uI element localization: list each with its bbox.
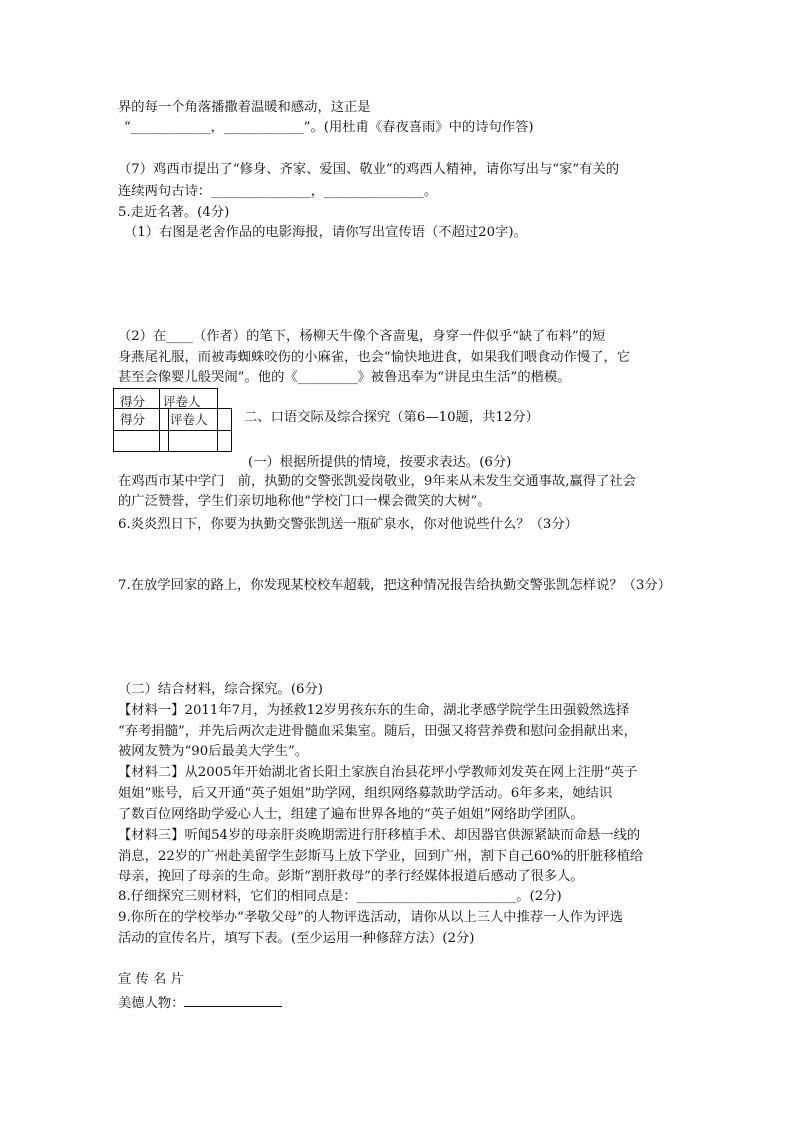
part2-heading: （二）结合材料，综合探究。(6分) — [118, 682, 323, 697]
q7-answer-line: 连续两句古诗：_______________，_______________。 — [118, 184, 438, 199]
grader-label-top: 评卷人 — [163, 394, 201, 409]
score-box — [113, 388, 233, 452]
q5-title: 5.走近名著。(4分) — [118, 205, 230, 220]
question-9-line2: 活动的宣传名片，填写下表。(至少运用一种修辞方法）(2分) — [118, 931, 475, 946]
material1-line1: 【材料一】2011年7月，为拯救12岁男孩东东的生命，湖北孝感学院学生田强毅然选择 — [118, 703, 630, 718]
material3-line2: 消息，22岁的广州赴美留学生彭斯马上放下学业，回到广州，割下自己60%的肝脏移植给 — [118, 849, 644, 864]
q5-part2-line2: 身燕尾礼服，而被毒蜘蛛咬伤的小麻雀，也会“愉快地进食，如果我们喂食动作慢了，它 — [118, 350, 631, 365]
q5-part1: （1）右图是老舍作品的电影海报，请你写出宣传语（不超过20字)。 — [124, 225, 527, 240]
score-label: 得分 — [120, 412, 146, 427]
context-line2: 的广泛赞誉，学生们亲切地称他“学校门口一棵会微笑的大树”。 — [118, 494, 491, 509]
grader-label: 评卷人 — [170, 412, 208, 427]
card-field — [118, 992, 282, 1014]
material1-line3: 被网友赞为“90后最美大学生”。 — [118, 744, 309, 759]
question-8: 8.仔细探究三则材料，它们的相同点是：________________________。(2分) — [118, 889, 562, 904]
poem-answer-line: “____________，____________”。(用杜甫《春夜喜雨》中的诗句作答) — [124, 120, 534, 135]
section2-heading: 二、口语交际及综合探究（第6—10题，共12分） — [244, 410, 539, 425]
material3-line1: 【材料三】听闻54岁的母亲肝炎晚期需进行肝移植手术、却因器官供源紧缺而命悬一线的 — [118, 828, 641, 843]
material2-line3: 了数百位网络助学爱心人士，组建了遍布世界各地的“英子姐姐”网络助学团队。 — [118, 807, 584, 822]
card-field-label: 美德人物： — [118, 996, 185, 1011]
score-label-top: 得分 — [120, 394, 146, 409]
material3-line3: 母亲，挽回了母亲的生命。彭斯“割肝救母”的孝行经媒体报道后感动了很多人。 — [118, 869, 584, 884]
card-title: 宣 传 名 片 — [118, 972, 184, 987]
material2-line1: 【材料二】从2005年开始湖北省长阳土家族自治县花坪小学教师刘发英在网上注册“英子 — [118, 765, 638, 780]
part1-heading: (一）根据所提供的情境，按要求表达。(6分) — [248, 455, 512, 470]
question-7: 7.在放学回家的路上，你发现某校校车超载，把这种情况报告给执勤交警张凯怎样说？（3分） — [118, 578, 672, 593]
question-6: 6.炎炎烈日下，你要为执勤交警张凯送一瓶矿泉水，你对他说些什么？（3分） — [118, 517, 578, 532]
q7-prompt: （7）鸡西市提出了“修身、齐家、爱国、敬业”的鸡西人精神，请你写出与“家”有关的 — [118, 162, 620, 177]
virtue-person-blank[interactable] — [184, 992, 282, 1007]
q6-continued-line: 界的每一个角落播撒着温暖和感动，这正是 — [118, 100, 371, 115]
question-9-line1: 9.你所在的学校举办“孝敬父母”的人物评选活动，请你从以上三人中推荐一人作为评选 — [118, 910, 623, 925]
q5-part2-line3: 甚至会像婴儿般哭闹”。他的《_________》被鲁迅奉为“讲昆虫生活”的楷模。 — [118, 370, 571, 385]
q5-part2-line1: （2）在____（作者）的笔下，杨柳天牛像个吝啬鬼，身穿一件似乎“缺了布料”的短 — [118, 329, 606, 344]
material2-line2: 姐姐”账号，后又开通“英子姐姐”助学网，组织网络募款助学活动。6年多来，她结识 — [118, 786, 613, 801]
material1-line2: “弃考捐髓”，并先后两次走进骨髓血采集室。随后，田强又将营养费和慰问金捐献出来， — [118, 724, 637, 739]
context-line1: 在鸡西市某中学门 前，执勤的交警张凯爱岗敬业，9年来从未发生交通事故,赢得了社会 — [118, 474, 636, 489]
